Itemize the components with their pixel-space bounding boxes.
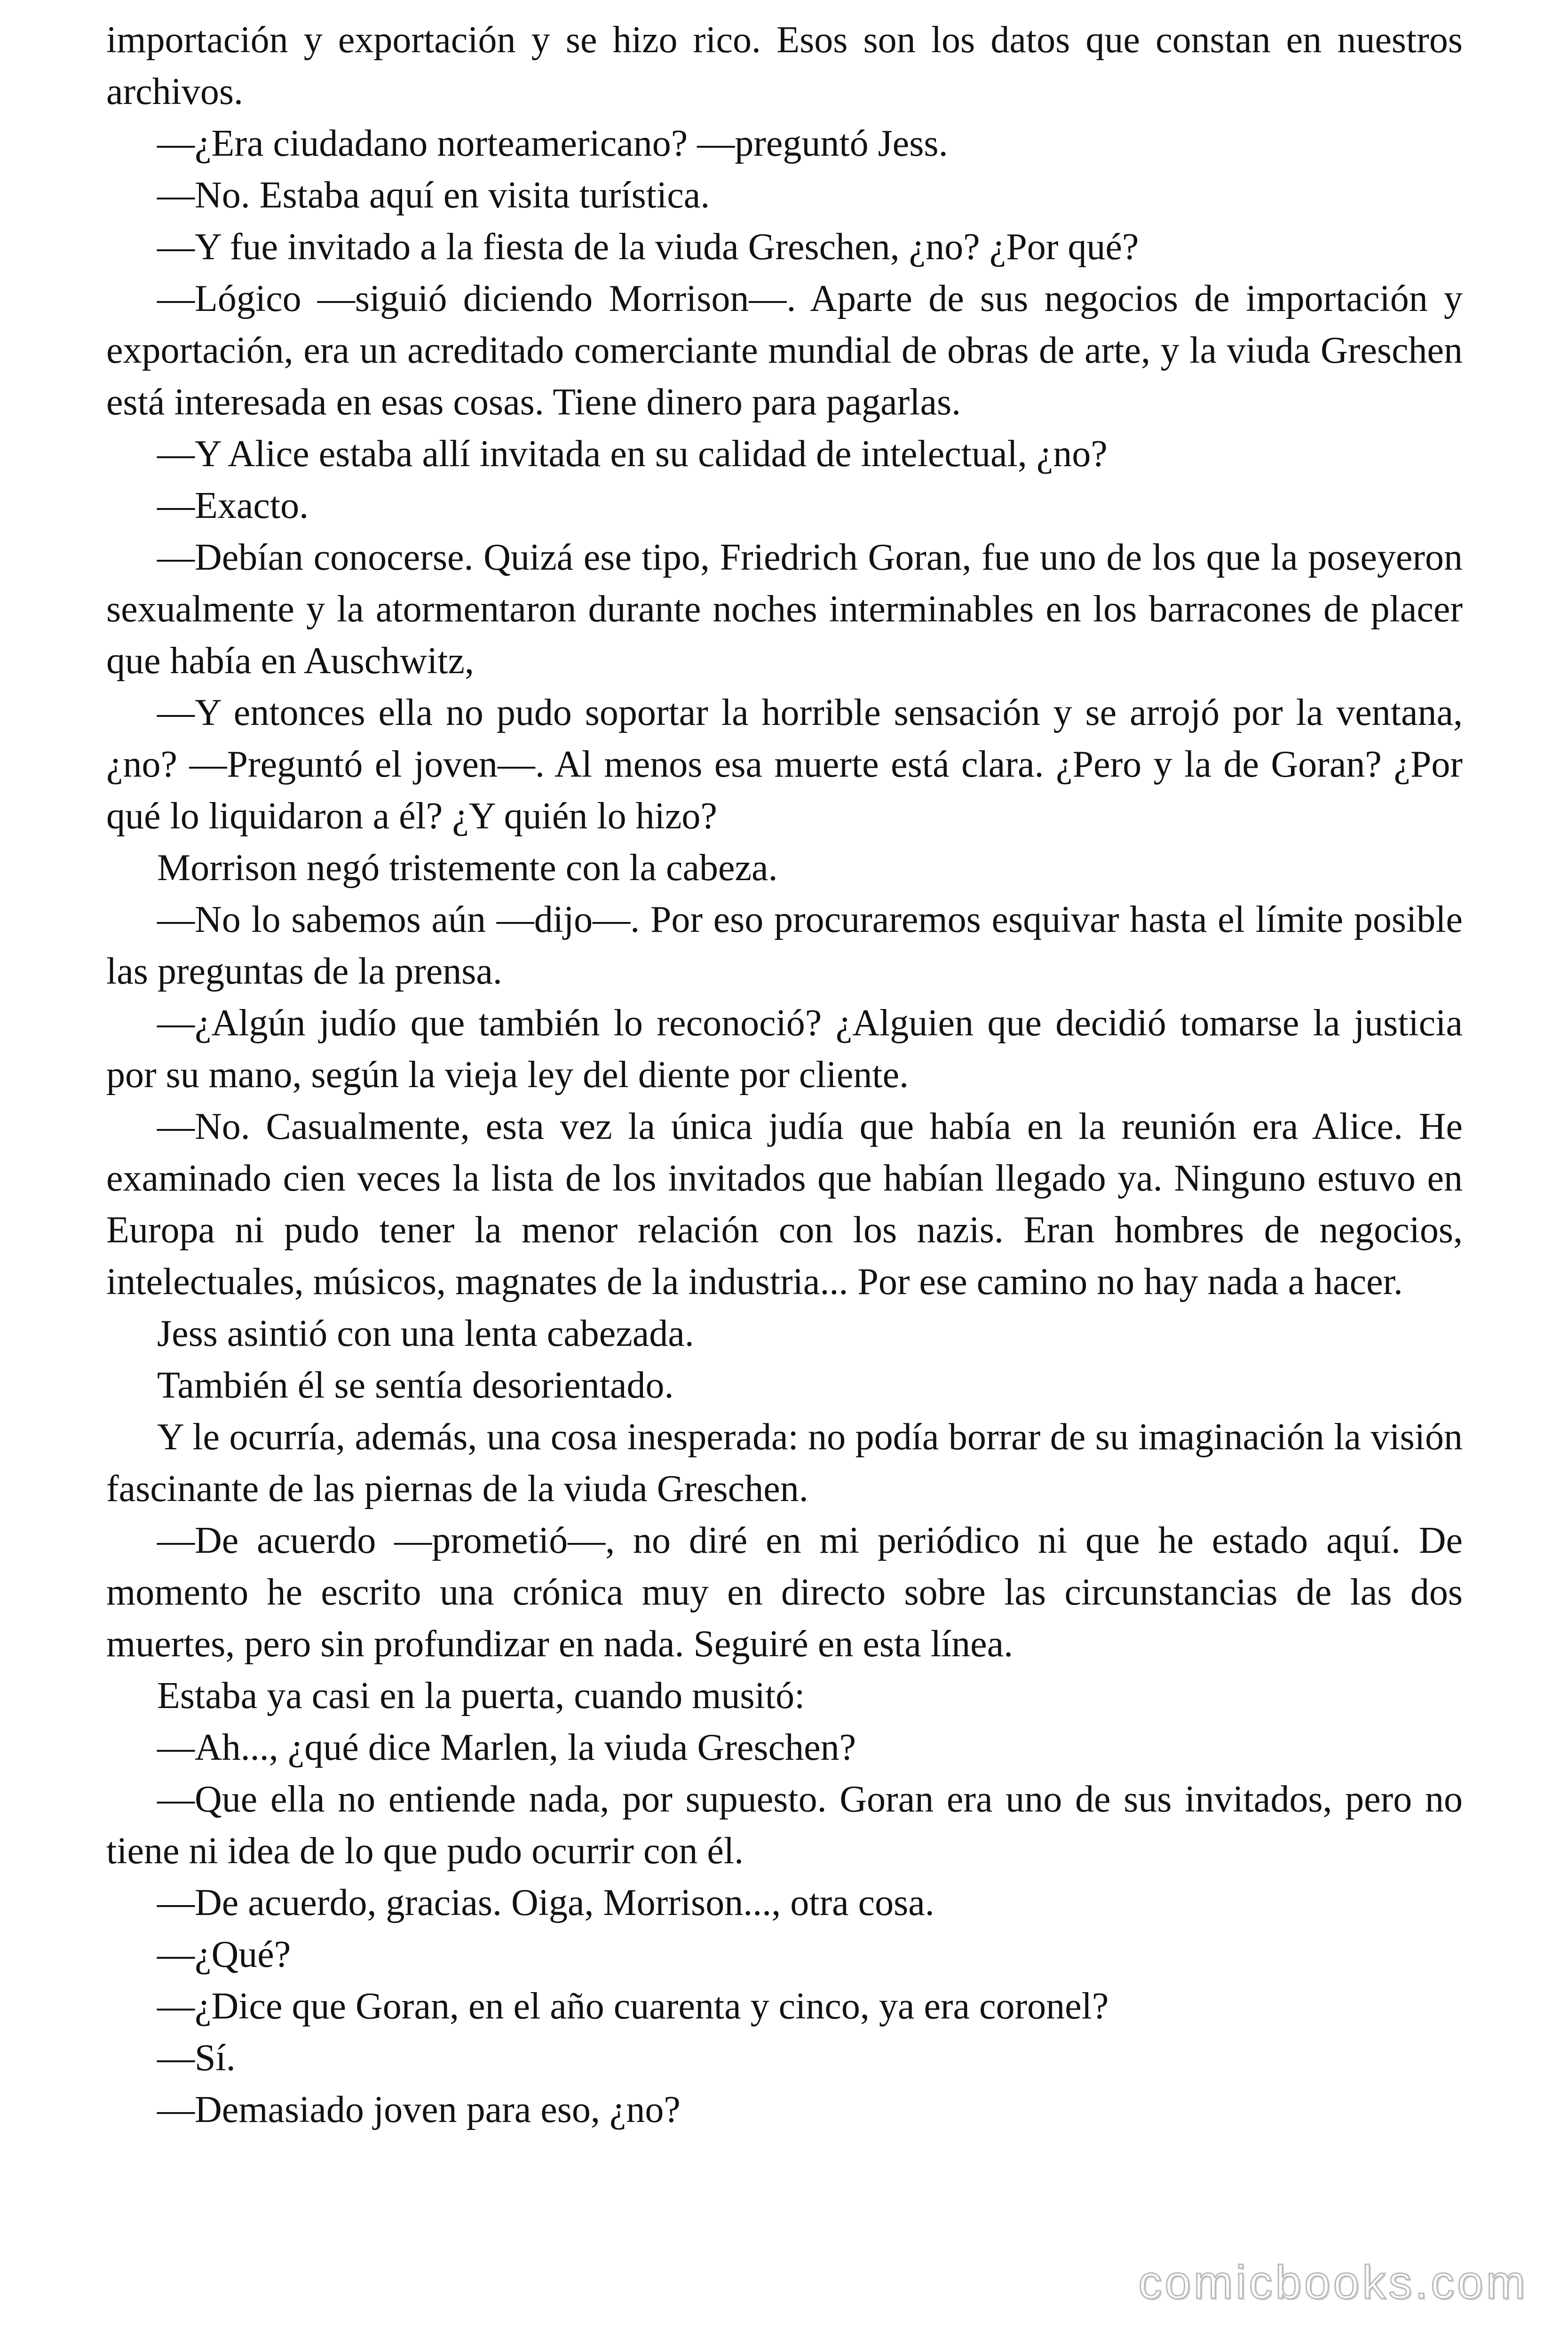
- paragraph: Morrison negó tristemente con la cabeza.: [157, 847, 778, 889]
- paragraph: —No lo sabemos aún —dijo—. Por eso procuraremos esquivar hasta el límite posible las preguntas de la prensa.: [106, 899, 1463, 992]
- paragraph: —De acuerdo, gracias. Oiga, Morrison..., otra cosa.: [157, 1882, 934, 1923]
- paragraph: —De acuerdo —prometió—, no diré en mi periódico ni que he estado aquí. De momento he escrito una crónica muy en directo sobre las circunstancias de las dos muertes, pero sin profundizar en nada. Seguiré en esta línea.: [106, 1520, 1463, 1665]
- paragraph: También él se sentía desorientado.: [157, 1365, 674, 1406]
- paragraph: —Exacto.: [157, 485, 309, 526]
- paragraph: —¿Dice que Goran, en el año cuarenta y cinco, ya era coronel?: [157, 1986, 1109, 2027]
- paragraph: —Sí.: [157, 2037, 236, 2079]
- paragraph: Y le ocurría, además, una cosa inesperada: no podía borrar de su imaginación la visión fascinante de las piernas de la viuda Greschen.: [106, 1416, 1463, 1510]
- paragraph: —Que ella no entiende nada, por supuesto. Goran era uno de sus invitados, pero no tiene ni idea de lo que pudo ocurrir con él.: [106, 1779, 1463, 1872]
- paragraph: —Y fue invitado a la fiesta de la viuda Greschen, ¿no? ¿Por qué?: [157, 226, 1139, 268]
- page-body: [106, 14, 1463, 2136]
- paragraph: —Lógico —siguió diciendo Morrison—. Aparte de sus negocios de importación y exportación, era un acreditado comerciante mundial de obras de arte, y la viuda Greschen está interesada en esas cosas. Tiene dinero para pagarlas.: [106, 278, 1463, 423]
- paragraph: —No. Estaba aquí en visita turística.: [157, 175, 710, 216]
- watermark: comicbooks.com: [1138, 2256, 1528, 2309]
- paragraph: Jess asintió con una lenta cabezada.: [157, 1313, 694, 1354]
- paragraph: —¿Algún judío que también lo reconoció? ¿Alguien que decidió tomarse la justicia por su mano, según la vieja ley del diente por cliente.: [106, 1002, 1463, 1096]
- paragraph: —Y entonces ella no pudo soportar la horrible sensación y se arrojó por la ventana, ¿no? —Preguntó el joven—. Al menos esa muerte está clara. ¿Pero y la de Goran? ¿Por qué lo liquidaron a él? ¿Y quién lo hizo?: [106, 692, 1463, 837]
- paragraph: —No. Casualmente, esta vez la única judía que había en la reunión era Alice. He examinado cien veces la lista de los invitados que habían llegado ya. Ninguno estuvo en Europa ni pudo tener la menor relación con los nazis. Eran hombres de negocios, intelectuales, músicos, magnates de la industria... Por ese camino no hay nada a hacer.: [106, 1106, 1463, 1303]
- paragraph: —Debían conocerse. Quizá ese tipo, Friedrich Goran, fue uno de los que la poseyeron sexualmente y la atormentaron durante noches interminables en los barracones de placer que había en Auschwitz,: [106, 537, 1463, 682]
- paragraph: Estaba ya casi en la puerta, cuando musitó:: [157, 1675, 805, 1716]
- paragraph: —¿Qué?: [157, 1934, 291, 1975]
- paragraph: —Ah..., ¿qué dice Marlen, la viuda Greschen?: [157, 1727, 856, 1768]
- paragraph: —Y Alice estaba allí invitada en su calidad de intelectual, ¿no?: [157, 433, 1108, 475]
- paragraph: importación y exportación y se hizo rico. Esos son los datos que constan en nuestros archivos.: [106, 19, 1463, 112]
- paragraph: —¿Era ciudadano norteamericano? —preguntó Jess.: [157, 123, 948, 164]
- paragraph: —Demasiado joven para eso, ¿no?: [157, 2089, 681, 2130]
